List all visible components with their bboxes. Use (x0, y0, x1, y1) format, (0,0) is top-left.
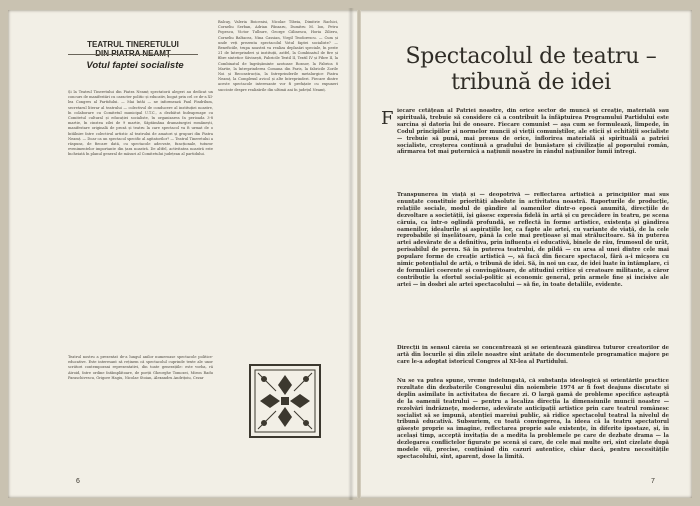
page-number-right: 7 (651, 478, 655, 485)
title-line2: tribună de idei (451, 70, 611, 95)
drop-cap: F (381, 108, 394, 129)
header-line1: TEATRUL TINERETULUI (87, 40, 179, 49)
paragraph-1: iecare cetățean al Patriei noastre, din orice sector de muncă și creație, materială sau spirituală, trebuie să considere că a contribuit la înfăptuirea Programului Partidului este sarcina și datoria lui de onoare. Fiecare comunist — așa cum se formulează, limpede, în Codul principiilor și normelor muncii și vieții comuniștilor, ale eticii și echității socialiste — trebuie să pună, mai presus de orice, înflorirea materială și spirituală a patriei socialiste, creșterea continuă a gradului de bunăstare și civilizație al poporului român, afirmarea tot mai puternică a națiunii noastre în rândul națiunilor lumii întregi. (397, 108, 669, 156)
left-column-1-text: Și la Teatrul Tineretului din Piatra Neamț spectatorii alegeri au dedicat un concurs de manifestări cu caracter politic și educativ, bogat prin cel ce de-a XI-lea Congres al Partidului. — Mai întâi — ne informează Paul Findrilum, secretarul literar al teatrului — colectivul de conducere al instituției noastre, în colaborare cu Comitetul municipal U.T.C., a dezbătut îndeaproape cu Comitetul cultural și educației socialiste, în organizarea în perioada 3-8 martie, în cinstea zilei de 9 martie, Săptămâna dramaturgiei românești, manifestare originală de proză și teatru la care spectacol va fi urmat de o întâlnire între colectivul artistic al teatrului de amatori și grupuri din Piatra Neamț. — Doar ca un spectacol specific al agitatorilor? — Teatrul Tineretului a răspuns, de fiecare dată, cu spectacole adecvate, funcționale, tuturor evenimentelor importante din țara noastră. De altfel, activitatea noastră este încheiată în planul general de măsuri al Comitetului județean al partidului. (68, 90, 213, 157)
left-column-1-bottom-text: Teatrul nostru a prezentat de-a lungul anilor numeroase spectacole politice-educative. Este interesant să reținem că spectacolul cuprinde texte ale unor scriitori contemporani reprezentativi, din toate generațiile: este vorba, ră Atroid, între ordine întâmplătoare, de poeții Gheorghe Tomozei, Miron Radu Paraschivescu, Grigore Hagiu, Nicolae Stoian, Alexandru Andrițoiu, Cezar (68, 355, 213, 380)
header-rule (68, 54, 198, 55)
paragraph-2: Transpunerea în viață și — deopotrivă — reflectarea artistică a principiilor mai sus enunțate constituie priorități absolute în activitatea noastră. Raporturile de producție, relațiile sociale, modul de gândire al oamenilor dintr-o epocă anumită, direcțiile de dezvoltare a societății, își găsesc expresia fidelă în artă și cu precădere în teatru, pe scena căruia, ca într-o oglindă profundă, se reflectă în forme artistice, existența și gândirea oamenilor, idealurile și aspirațiile lor, ca fapte ale artei, cu variante de viață, de la cele reprobabile și înșelătoare, până la cele mai prețioase și mai strălucitoare. Să în puterea artei adevărate de a definitiva, prin influența ei educativă, binele de rău, frumosul de urât, perisabilul de peren. Să în puterea teatrului, de pildă — cu arsa al unei dintre cele mai populare forme de creație artistică —, să facă din fiecare spectacol, fără a-i micșora cu nimic potențialul de artă, o tribună de idei. Să, în noi un caz, de idei luate în întâmplare, ci de formulări coerente și convingătoare, de atitudini critice și creatoare militante, a căror contribuție la efortul social-politic și economic general, prin armele fine și incisive ale artei — în dosbri ale artei spectacolului — să fie, în toate detaliile, evidente. (397, 192, 669, 288)
article-title (381, 44, 681, 96)
right-page (361, 10, 692, 498)
paragraph-4: Nu se va putea spune, vreme îndelungată, că substanța ideologică și orientările practice rezultate din dezbaterile Congresului din noiembrie 1974 ar fi fost deajuns discutate și deplin asimilate în activitatea de fiecare zi. O largă gamă de probleme specifice așteaptă de la oamenii teatrului — pentru a localiza direcția la dimensiunile muncii noastre — rezolvări îndrăznețe, moderne, adevărate anticipații artistice prin care teatrul românesc socialist să se impună, atenției mareiui public, să ridice spectacolul teatral la nivelul de tribună educativă. Subsuriem, cu toată convingerea, la ideea că la teatru spectatorul găsește proprie sa imagine, reflectarea proprie sale existențe, în diferite ipostaze, și, în același timp, acceptă invitația de a medita la problemele pe care de dezbate drama — la dezlegarea conflictelor figurate pe scenă și care, de cele mai multe ori, sînt cizelate după modele vii, precise, conținând din cazuri autentice, chiar dacă, pentru necesitățile spectacolului, sînt, aparent, dose la limită. (397, 378, 669, 460)
left-page (8, 10, 357, 498)
left-column-2-text: Balcay, Valeria Boicenisi, Nicolae Tibeia, Dimitrie Rachici, Corneliu Serban, Adrian Pânzaru, Dumitru M. Ion, Petru Popescu, Victor Tulbure, George Călinescu, Horia Zilieru, Corneliu Baltacea, Nina Cassian, Virgil Teodorescu. — Cum și unde veți prezenta spectacolul Votul faptei socialiste? — Beneficiile, trupa noastră va realiza deplasări speciale, în peste 21 de întreprinderi și instituții, astfel, la Combinatul de fire și fibre sintetice Săvinești, Fabricile Textil II, Textil IV și Fibre II, la Combinatul de îngrășăminte azotoase Roznov, la Fabrica 8 Martie, la întreprinderea Comuna din Paris, la fabricile Zorile Noi și Reconstrucția, la întreprinderile metalurgice Piatra Neamț, la Complexul avicol și alte întreprinderi. Fiecare dintre aceste spectacole interesante vor fi prefațate cu expuneri succinte despre realizările din ultimii ani în județul Neamț. (218, 20, 338, 92)
title-line1: Spectacolul de teatru – (405, 44, 657, 69)
article-header (68, 40, 198, 58)
header-subtitle: Votul faptei socialiste (86, 60, 184, 71)
page-number-left: 6 (76, 478, 80, 485)
paragraph-3: Direcții în sensul căreia se concentrează și se orientează gândirea tuturor creatorilor de artă din locurile și din zilele noastre sînt arătate de documentele programatice majore pe care le-a adoptat istoricul Congres al XI-lea al Partidului. (397, 345, 669, 365)
spine-shadow (348, 8, 354, 500)
folk-ornament-icon (248, 363, 322, 439)
